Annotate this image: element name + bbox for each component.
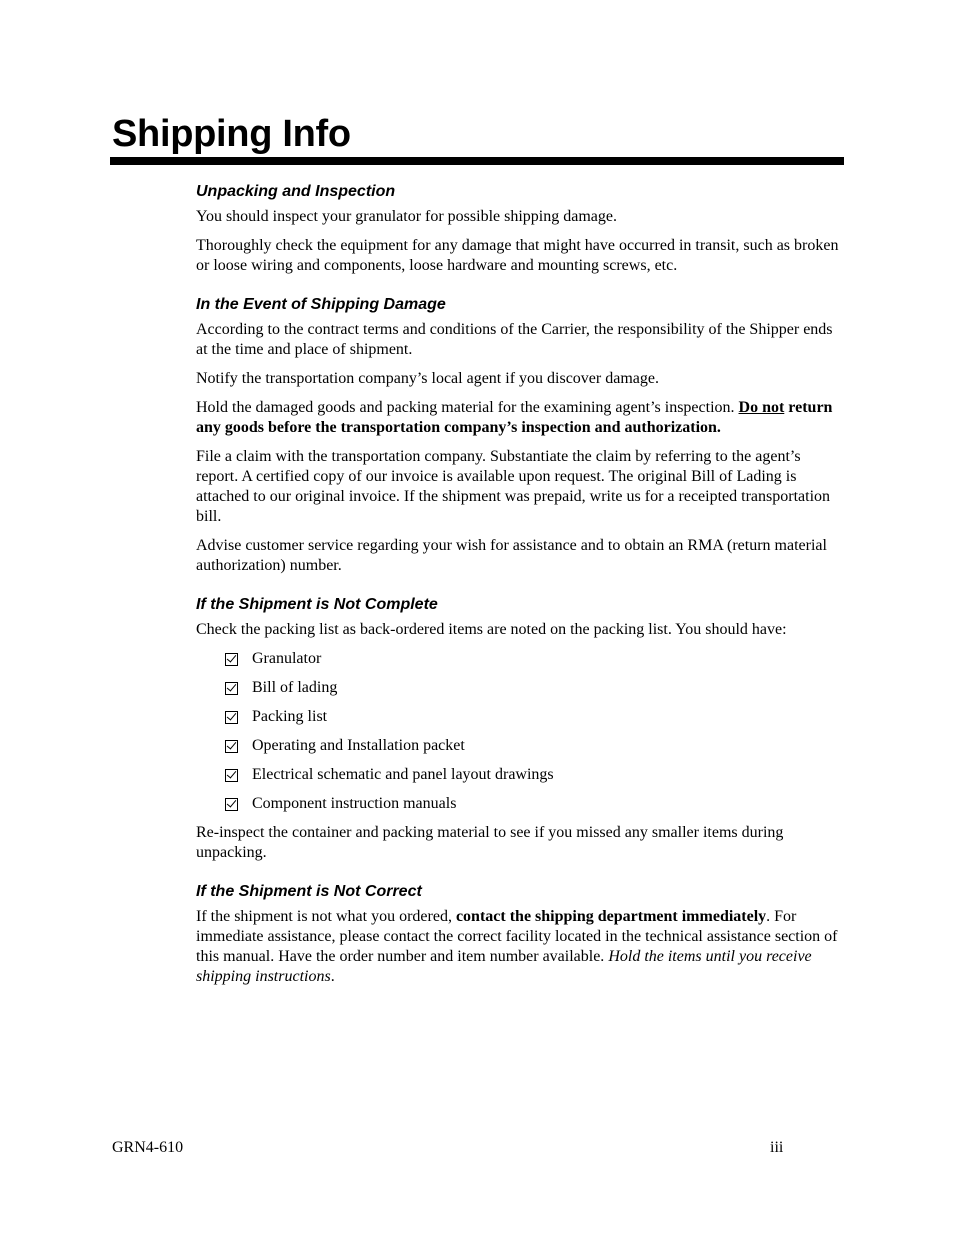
list-item-label: Bill of lading xyxy=(252,679,338,696)
paragraph-warning xyxy=(196,398,844,438)
list-item xyxy=(225,736,844,756)
checkbox-checked-icon xyxy=(225,682,238,695)
paragraph: File a claim with the transportation company. Substantiate the claim by referring to the agent’s report. A certified copy of our invoice is available upon request. The original Bill of Lading is attached to our original invoice. If the shipment was prepaid, write us for a receipted transportation bill. xyxy=(196,448,831,525)
warning-lead: Hold the damaged goods and packing material for the examining agent’s inspection. xyxy=(196,399,739,416)
paragraph: Re-inspect the container and packing material to see if you missed any smaller items during unpacking. xyxy=(196,824,784,861)
section-heading: Unpacking and Inspection xyxy=(196,183,396,200)
paragraph: According to the contract terms and conditions of the Carrier, the responsibility of the Shipper ends at the time and place of shipment. xyxy=(196,321,833,358)
list-item xyxy=(225,765,844,785)
warning-do-not: Do not xyxy=(738,399,785,416)
list-item xyxy=(225,678,844,698)
warning-emphasis: return any goods before the transportation company’s inspection and authorization. xyxy=(196,399,833,436)
text-middle: . For immediate assistance, please contact the correct facility located in the technical assistance section of this manual. Have the order number and item number available. xyxy=(196,908,838,965)
footer-page-number: iii xyxy=(770,1139,784,1156)
paragraph: Notify the transportation company’s local agent if you discover damage. xyxy=(196,370,659,387)
list-item-label: Packing list xyxy=(252,708,328,725)
checkbox-checked-icon xyxy=(225,798,238,811)
text-italic-instruction: Hold the items until you receive shipping instructions xyxy=(196,948,812,985)
section-not-complete xyxy=(196,595,844,863)
list-item-label: Component instruction manuals xyxy=(252,795,457,812)
paragraph: Advise customer service regarding your wish for assistance and to obtain an RMA (return material authorization) number. xyxy=(196,537,827,574)
checkbox-checked-icon xyxy=(225,653,238,666)
title-rule xyxy=(110,157,844,165)
paragraph: Check the packing list as back-ordered items are noted on the packing list. You should have: xyxy=(196,621,787,638)
footer-doc-id: GRN4-610 xyxy=(112,1139,184,1156)
checkbox-checked-icon xyxy=(225,740,238,753)
list-item-label: Electrical schematic and panel layout drawings xyxy=(252,766,554,783)
section-heading: If the Shipment is Not Complete xyxy=(196,596,438,613)
list-item xyxy=(225,707,844,727)
text-end: . xyxy=(330,968,335,985)
paragraph: You should inspect your granulator for possible shipping damage. xyxy=(196,208,617,225)
text-lead: If the shipment is not what you ordered, xyxy=(196,908,456,925)
page-content xyxy=(196,182,844,1006)
list-item xyxy=(225,794,844,814)
section-heading: In the Event of Shipping Damage xyxy=(196,296,446,313)
list-item-label: Granulator xyxy=(252,650,322,667)
text-bold-instruction: contact the shipping department immediately xyxy=(455,908,767,925)
page-title: Shipping Info xyxy=(112,113,351,155)
paragraph xyxy=(196,907,844,987)
list-item xyxy=(225,649,844,669)
checkbox-checked-icon xyxy=(225,711,238,724)
list-item-label: Operating and Installation packet xyxy=(252,737,465,754)
shipment-checklist xyxy=(196,649,844,814)
paragraph: Thoroughly check the equipment for any damage that might have occurred in transit, such as broken or loose wiring and components, loose hardware and mounting screws, etc. xyxy=(196,237,839,274)
section-heading: If the Shipment is Not Correct xyxy=(196,883,422,900)
section-shipping-damage xyxy=(196,295,844,576)
section-unpacking-inspection xyxy=(196,182,844,276)
section-not-correct xyxy=(196,882,844,987)
checkbox-checked-icon xyxy=(225,769,238,782)
